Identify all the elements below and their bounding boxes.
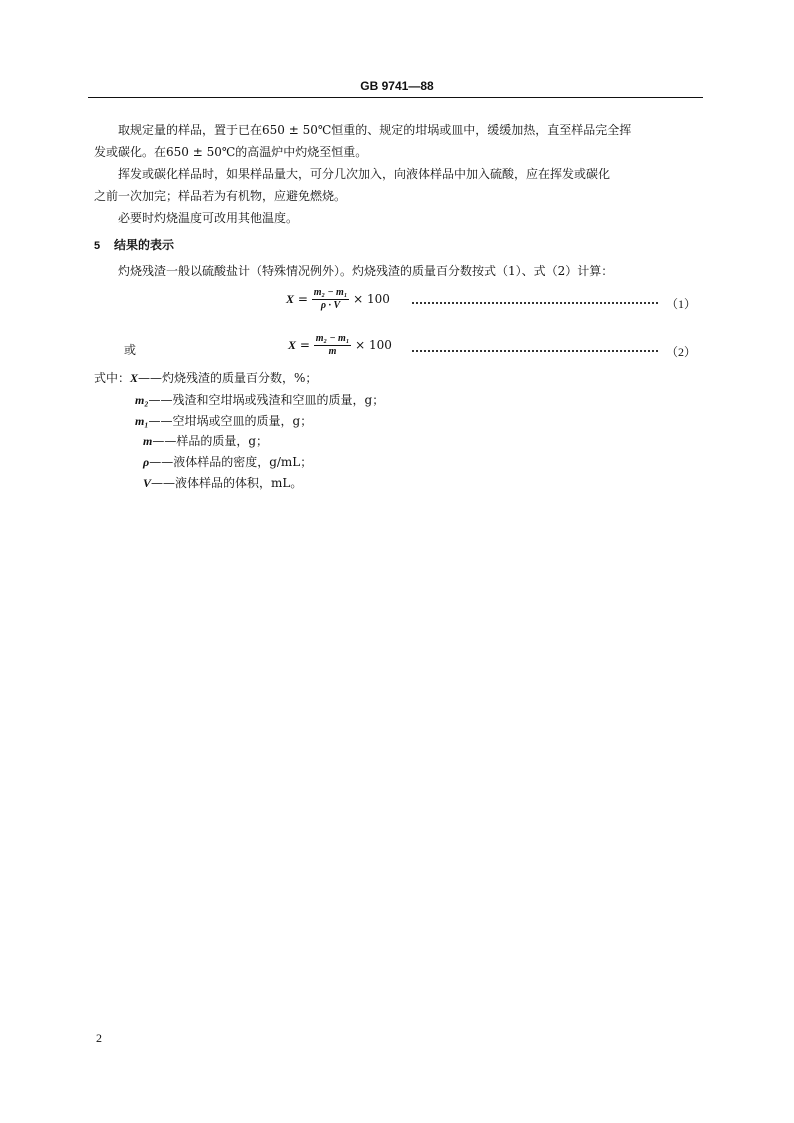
eq2-lhs: X bbox=[288, 338, 297, 352]
definition-row bbox=[135, 414, 312, 428]
eq2-numerator: m₂ − m₁ bbox=[315, 333, 350, 344]
definition-row bbox=[143, 476, 302, 490]
eq1-leader-dots bbox=[412, 302, 658, 304]
eq1-fraction bbox=[312, 287, 350, 312]
definition-text: ——空坩埚或空皿的质量，g； bbox=[148, 414, 313, 428]
eq2-tail: × 100 bbox=[355, 338, 392, 352]
paragraph-line: 必要时灼烧温度可改用其他温度。 bbox=[118, 211, 299, 225]
intro-text: 灼烧残渣一般以硫酸盐计（特殊情况例外）。灼烧残渣的质量百分数按式（1）、式（2）计算： bbox=[118, 264, 614, 278]
definition-row bbox=[143, 455, 312, 469]
eq2-denominator: m bbox=[328, 346, 337, 357]
section-number: 5 bbox=[94, 240, 101, 252]
definition-text: ——灼烧残渣的质量百分数，%； bbox=[138, 371, 318, 385]
eq2-number: （2） bbox=[666, 345, 697, 359]
eq1-denominator: ρ · V bbox=[320, 300, 341, 311]
paragraph-line: 发或碳化。在650 ± 50℃的高温炉中灼烧至恒重。 bbox=[94, 145, 368, 159]
page-header: GB 9741—88 bbox=[360, 79, 434, 93]
definition-symbol: m bbox=[143, 434, 153, 448]
definition-symbol: m₁ bbox=[135, 414, 149, 428]
eq2-equals: = bbox=[299, 338, 310, 352]
definition-text: ——样品的质量，g； bbox=[152, 434, 269, 448]
paragraph-line: 取规定量的样品，置于已在650 ± 50℃恒重的、规定的坩埚或皿中，缓缓加热，直至样品完全挥 bbox=[118, 123, 632, 137]
equation-1 bbox=[286, 287, 390, 312]
paragraph-line: 挥发或碳化样品时，如果样品量大，可分几次加入，向液体样品中加入硫酸，应在挥发或碳化 bbox=[118, 167, 611, 181]
where-label: 式中： bbox=[94, 371, 131, 385]
header-rule bbox=[88, 97, 703, 98]
section-heading bbox=[94, 236, 174, 253]
eq2-leader-dots bbox=[412, 350, 658, 352]
paragraph-line: 之前一次加完；样品若为有机物，应避免燃烧。 bbox=[94, 189, 347, 203]
definition-text: ——液体样品的密度，g/mL； bbox=[149, 455, 313, 469]
or-word: 或 bbox=[124, 343, 137, 357]
definition-symbol: V bbox=[143, 476, 152, 490]
eq1-numerator: m₂ − m₁ bbox=[313, 287, 348, 298]
definition-text: ——液体样品的体积，mL。 bbox=[151, 476, 303, 490]
definition-text: ——残渣和空坩埚或残渣和空皿的质量，g； bbox=[148, 393, 385, 407]
eq1-lhs: X bbox=[286, 292, 295, 306]
section-title: 结果的表示 bbox=[113, 238, 174, 252]
eq2-fraction bbox=[314, 333, 352, 358]
eq1-tail: × 100 bbox=[353, 292, 390, 306]
eq1-number: （1） bbox=[666, 297, 697, 311]
definition-row bbox=[143, 434, 268, 448]
equation-2 bbox=[288, 333, 392, 358]
page-number: 2 bbox=[96, 1031, 102, 1045]
definition-symbol: X bbox=[130, 371, 139, 385]
definition-symbol: ρ bbox=[143, 455, 150, 469]
eq1-equals: = bbox=[297, 292, 308, 306]
definition-row bbox=[94, 371, 317, 385]
definition-row bbox=[135, 393, 384, 407]
definition-symbol: m₂ bbox=[135, 393, 149, 407]
